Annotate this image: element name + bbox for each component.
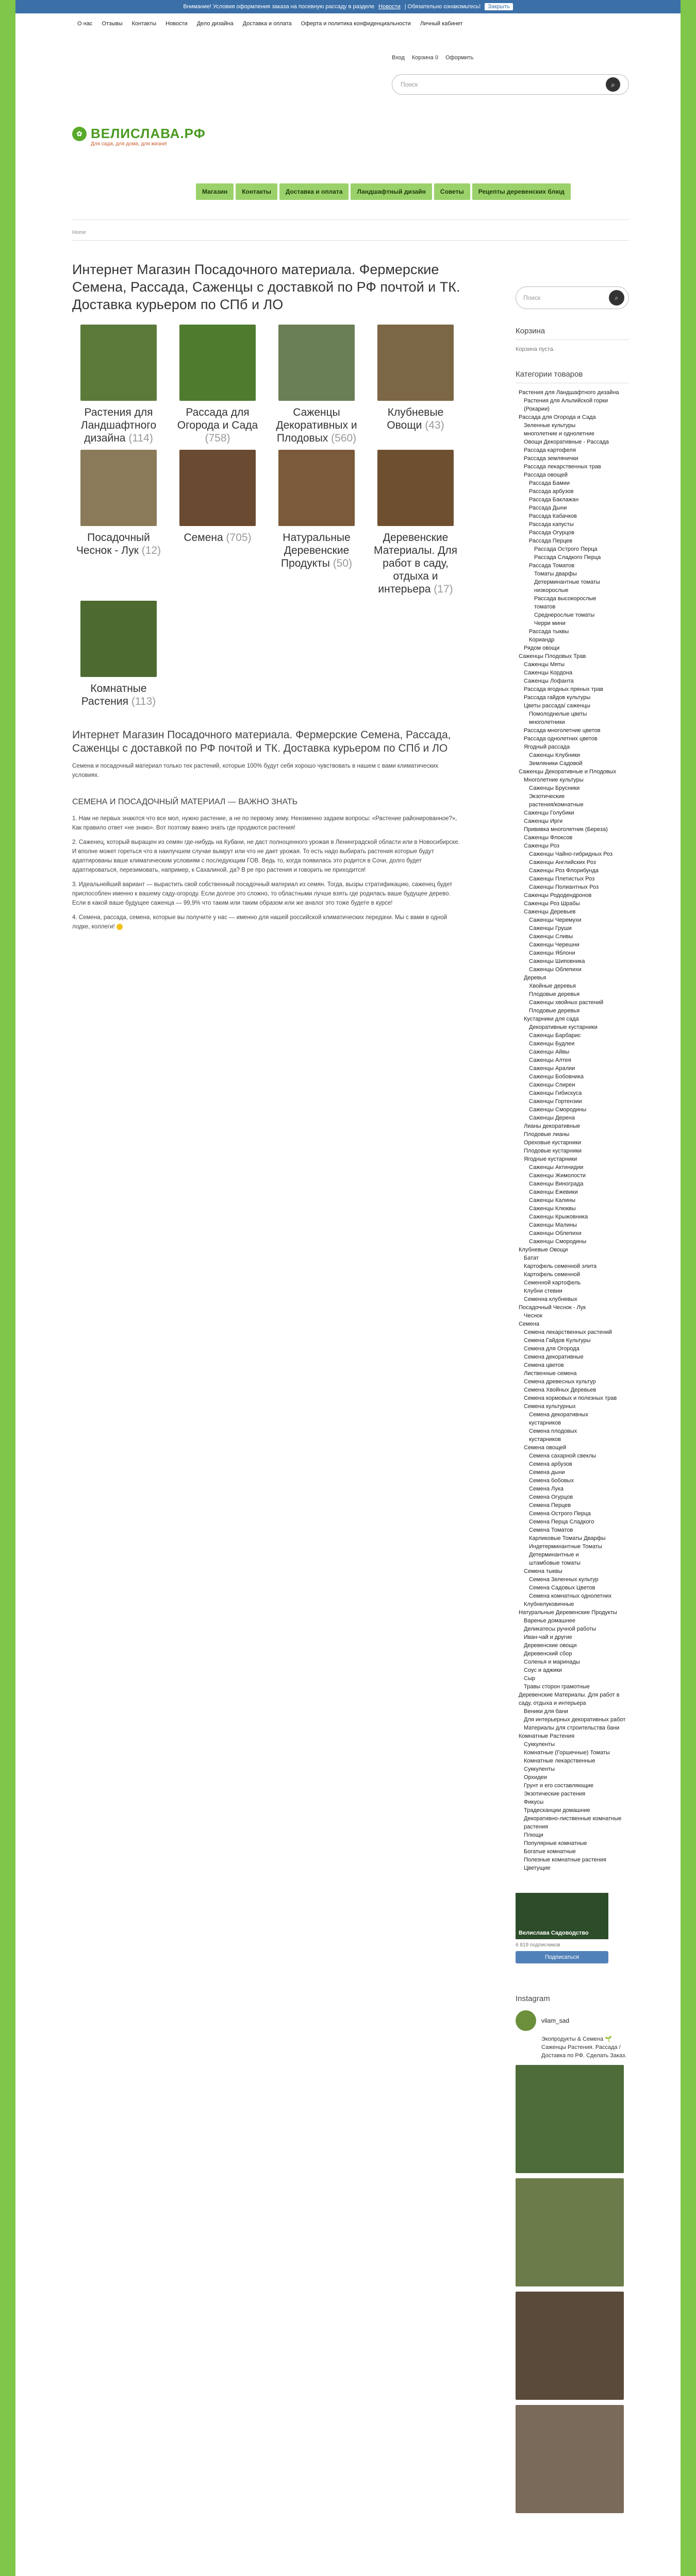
nav-contacts[interactable]: Контакты [236,183,277,200]
category-link[interactable]: Семена Огурцов [529,1494,573,1500]
category-link[interactable]: томатов [534,604,556,610]
category-link[interactable]: Овощи Декоративные - Рассада [524,439,609,445]
sidebar-search[interactable] [516,286,629,309]
category-link[interactable]: Семена Перцев [529,1502,571,1509]
cart-label: Корзина [411,55,434,61]
cart-empty: Корзина пуста. [516,346,555,352]
notice-link[interactable]: Новости [378,4,401,10]
category-name[interactable] [369,406,462,432]
category-image[interactable] [80,601,157,677]
category-link[interactable]: кустарников [529,1420,561,1426]
category-link[interactable]: Рассада Баклажан [529,497,579,503]
category-link[interactable]: Саженцы Жимолости [529,1173,586,1179]
category-link[interactable]: Рассада арбузов [529,488,574,495]
nav-delivery[interactable]: Доставка и оплата [279,183,349,200]
category-link[interactable]: Семена овощей [524,1445,567,1451]
category-link[interactable]: Саженцы Роз Шрабы [524,901,580,907]
category-link[interactable]: Семена плодовых [529,1428,577,1434]
category-link[interactable]: Семенной картофель [524,1280,581,1286]
category-link[interactable]: Семена бобовых [529,1478,574,1484]
category-count: (43) [425,419,444,431]
category-link[interactable]: Помолоднелые цветы [529,711,587,717]
category-link[interactable]: Семена Гайдов Культуры [524,1337,591,1344]
instagram-photo[interactable] [516,2178,624,2286]
category-link[interactable]: Прививка многолетник (Береза) [524,826,608,833]
category-link[interactable]: Рассада высокорослые [534,596,596,602]
section-title: Интернет Магазин Посадочного материала. Фермерские Семена, Рассада, Саженцы с доставкой по РФ почтой и ТК. Доставка курьером по СПб и ЛО [72,729,451,754]
category-image[interactable] [377,325,454,401]
category-link[interactable]: Плодовые деревья [529,1008,580,1014]
instagram-bio: Экопродукты & Семена 🌱 Саженцы Растения. Рассада / Доставка по РФ. Сделать Заказ. [541,2036,627,2059]
vk-subscribe-button[interactable]: Подписаться [516,1951,608,1963]
category-tile[interactable] [270,450,363,596]
category-link[interactable]: многолетние и однолетние [524,431,594,437]
category-link[interactable]: Семена Томатов [529,1527,573,1533]
category-link[interactable]: Саженцы Английских Роз [529,859,596,866]
category-link[interactable]: Натуральные Деревенские Продукты [519,1609,617,1616]
category-link[interactable]: Фикусы [524,1799,544,1805]
category-link[interactable]: Саженцы Калины [529,1197,576,1204]
category-link[interactable]: растения/комнатные [529,802,584,808]
category-link[interactable]: Томаты дварфы [534,571,577,577]
category-link[interactable]: Земляники Садовой [529,760,583,767]
category-link[interactable]: Саженцы Роз [524,843,559,849]
category-link[interactable]: Семена Лука [529,1486,564,1492]
avatar[interactable] [516,2010,536,2031]
category-link[interactable]: Семена древесных культур [524,1379,596,1385]
category-link[interactable]: кустарников [529,1436,561,1443]
category-link[interactable]: Цветы рассада/ саженцы [524,703,590,709]
instagram-photo[interactable] [516,2292,624,2400]
category-link[interactable]: Саженцы Гортензии [529,1098,582,1105]
category-link[interactable]: Семена декоративных [529,1412,589,1418]
category-tile[interactable] [72,325,165,445]
category-link[interactable]: Экзотические [529,793,565,800]
paragraph-2: 2. Саженец, который выращен из семян где-нибудь на Кубани, не даст полноценного урожая в Ленинградской области или в Новосибирске. И вполне может гореться что в наилучшем случае вымрут или что не дает урожая. То есть надо выбирать растения которые будут адаптированы ваше климатическим условиям с последующим ГОВ. Ведь то, когда появилась это родится в Сочи, долго будет адаптироваться, перезимовать, например, к Сахалиной, да? В ре про растения и говорить не приходится! [72,839,460,873]
nav-tips[interactable]: Советы [434,183,470,200]
vk-title: Велислава Садоводство [519,1930,589,1936]
category-link[interactable]: Саженцы Клубники [529,752,580,758]
category-image[interactable] [179,450,256,526]
category-title: Клубневые Овощи [387,406,444,431]
category-link[interactable]: Саженцы Будлеи [529,1041,575,1047]
topnav-item[interactable]: Контакты [131,21,157,27]
topnav-item[interactable]: Дело дизайна [196,21,234,27]
category-link[interactable]: Ягодные кустарники [524,1156,577,1162]
category-link[interactable]: Семена лекарственных растений [524,1329,612,1335]
logo-icon: ✿ [72,127,87,141]
category-link[interactable]: Семена Перца Сладкого [529,1519,594,1525]
category-title: Саженцы Декоративных и Плодовых [276,406,357,444]
login-link[interactable]: Вход [392,55,405,61]
category-link[interactable]: Деревенский сбор [524,1651,572,1657]
category-link[interactable]: Семена комнатных однолетних [529,1593,612,1599]
category-title: Посадочный Чеснок - Лук [76,532,150,556]
category-link[interactable]: Традесканции домашние [524,1807,590,1814]
category-link[interactable]: Саженцы хвойных растений [529,999,604,1006]
category-link[interactable]: Рассада Кабачков [529,513,577,519]
category-grid [72,325,464,708]
category-link[interactable]: Саженцы Айвы [529,1049,570,1055]
sidebar-search-input[interactable]: Поиск [523,294,541,301]
category-link[interactable]: Семена сахарной свеклы [529,1453,596,1459]
category-link[interactable]: Саженцы Клюквы [529,1206,576,1212]
instagram-user[interactable]: vilam_sad [541,2017,570,2024]
category-link[interactable]: Рассада гайдов культуры [524,694,591,701]
category-link[interactable]: Ореховые кустарники [524,1140,582,1146]
logo-name: ВЕЛИСЛАВА.РФ [91,126,206,141]
category-link[interactable]: Материалы для строительства бани [524,1725,620,1731]
category-link[interactable]: Иван-чай и другие [524,1634,572,1640]
categories-title: Категории товаров [516,370,629,383]
category-link[interactable]: Саженцы Груши [529,925,572,931]
category-link[interactable]: Саженцы Декоративные и Плодовых [519,769,617,775]
category-image[interactable] [377,450,454,526]
category-title: Семена [184,532,223,544]
vk-widget[interactable] [516,1893,608,1939]
category-count: (705) [226,532,252,544]
category-list [516,388,629,1872]
category-link[interactable]: Деревья [524,975,546,981]
category-link[interactable]: Популярные комнатные [524,1840,587,1846]
category-link[interactable]: Деликатесы ручной работы [524,1626,596,1632]
category-link[interactable]: Клубни стевии [524,1288,562,1294]
category-link[interactable]: Рассада для Огорода и Сада [519,414,596,420]
category-link[interactable]: Рассада капусты [529,521,574,528]
breadcrumb[interactable]: Home [72,230,86,235]
category-link[interactable]: Саженцы Плетистых Роз [529,876,595,882]
category-name[interactable] [72,531,165,557]
instagram-photo[interactable] [516,2405,624,2513]
topnav-item[interactable]: Личный кабинет [420,21,463,27]
nav-landscape[interactable]: Ландшафтный дизайн [351,183,432,200]
account-row [392,55,473,61]
category-name[interactable] [72,682,165,708]
category-link[interactable]: Саженцы Барбарис [529,1032,581,1039]
sidebar [516,286,629,2513]
category-link[interactable]: Многолетние культуры [524,777,584,783]
category-link[interactable]: Рассада многолетние цветов [524,727,601,734]
topnav-item[interactable]: О нас [77,21,93,27]
category-link[interactable]: Клубнелуковичные [524,1601,574,1607]
category-link[interactable]: Рассада овощей [524,472,568,478]
category-link[interactable]: Соленья и маринады [524,1659,580,1665]
category-tile[interactable] [72,601,165,708]
category-link[interactable]: Рассада землянички [524,455,578,462]
category-link[interactable]: Декоративно-лиственные комнатные растения [524,1816,622,1830]
category-link[interactable]: Батат [524,1255,539,1261]
category-link[interactable]: Деревенские овощи [524,1642,577,1649]
category-link[interactable]: Саженцы Смородины [529,1107,587,1113]
category-link[interactable]: Саженцы Смородины [529,1239,587,1245]
category-link[interactable]: Веники для бани [524,1708,568,1715]
category-link[interactable]: Клубневые Овощи [519,1247,568,1253]
category-link[interactable]: Саженцы Рододендронов [524,892,592,899]
category-tile[interactable] [369,325,462,445]
category-name[interactable] [171,406,264,445]
category-count: (114) [128,432,153,444]
category-count: (50) [333,557,353,569]
category-name[interactable] [184,531,251,544]
category-name[interactable] [270,531,363,570]
category-link[interactable]: Рассада Огурцов [529,530,574,536]
cart-link[interactable] [412,55,438,61]
category-link[interactable]: Детерминантные и [529,1552,579,1558]
category-title: Деревенские Материалы. Для работ в саду, отдыха и интерьера [374,532,457,595]
category-link[interactable]: Саженцы Крыжовника [529,1214,588,1220]
category-link[interactable]: Рассада лекарственных трав [524,464,601,470]
category-link[interactable]: Семена декоративные [524,1354,584,1360]
category-link[interactable]: Варенье домашнее [524,1618,576,1624]
category-name[interactable] [72,406,165,445]
category-link[interactable]: Рассада Томатов [529,563,575,569]
category-link[interactable]: Растения для Альпийской горки (Рокарии) [524,398,608,412]
category-title: Рассада для Огорода и Сада [177,406,258,431]
category-link[interactable]: Рассада однолетних цветов [524,736,598,742]
category-link[interactable]: Рассада Сладкого Перца [534,554,601,561]
divider [72,240,629,241]
category-link[interactable]: многолетники [529,719,565,725]
category-link[interactable]: Саженцы Винограда [529,1181,584,1187]
category-link[interactable]: Травы сторон грамотные [524,1684,590,1690]
category-link[interactable]: Растения для Ландшафтного дизайна [519,389,619,396]
category-link[interactable]: Картофель семенной [524,1272,581,1278]
category-link[interactable]: Плодовые лианы [524,1131,570,1138]
category-link[interactable]: Семена Зеленных культур [529,1577,599,1583]
category-link[interactable]: Рассада ягодных пряных трав [524,686,603,692]
category-link[interactable]: Рассада картофеля [524,447,576,453]
category-link[interactable]: Рассада тыквы [529,629,569,635]
category-link[interactable]: Черри мини [534,620,566,626]
category-link[interactable]: Саженцы Яблони [529,950,575,956]
category-link[interactable]: Зеленные культуры [524,422,576,429]
topnav-item[interactable]: Новости [165,21,188,27]
category-link[interactable]: Саженцы Флоксов [524,835,573,841]
category-link[interactable]: Среднерослые томаты [534,612,595,618]
smile-icon [117,924,123,930]
category-link[interactable]: Детерминантные томаты [534,579,600,585]
notice-text: Внимание! Условия оформления заказа на посевную рассаду в разделе [183,4,375,10]
category-link[interactable]: Кустарники для сада [524,1016,579,1022]
category-link[interactable]: Полезные комнатные растения [524,1857,606,1863]
category-link[interactable]: Семена кормовых и полезных трав [524,1395,617,1401]
category-link[interactable]: Семена дыни [529,1469,565,1476]
category-link[interactable]: Саженцы Голубики [524,810,574,816]
cart-count: 0 [435,55,438,61]
category-image[interactable] [80,450,157,526]
notice-bar [15,0,681,13]
category-link[interactable]: Плющи [524,1832,543,1838]
category-link[interactable]: Саженцы Актинидии [529,1164,584,1171]
category-link[interactable]: Комнатные Растения [519,1733,575,1739]
category-link[interactable]: Суккуленты [524,1741,555,1748]
top-nav [77,21,463,27]
category-link[interactable]: Для интерьерных декоративных работ [524,1717,626,1723]
notice-close-button[interactable]: Закрыть [485,3,512,10]
category-link[interactable]: Семена Садовых Цветов [529,1585,595,1591]
category-link[interactable]: низкорослые [534,587,569,594]
nav-recipes[interactable]: Рецепты деревенских блюд [472,183,571,200]
category-count: (758) [205,432,230,444]
category-link[interactable]: Саженцы Черемухи [529,917,582,923]
category-image[interactable] [80,325,157,401]
search-icon[interactable]: ⌕ [609,290,624,306]
category-link[interactable]: Саженцы Роз Флорибунда [529,868,599,874]
instagram-header [516,2010,629,2031]
category-link[interactable]: Семена Острого Перца [529,1511,591,1517]
category-count: (17) [434,583,453,595]
category-link[interactable]: Семена культурных [524,1403,576,1410]
search-input[interactable]: Поиск [401,81,418,88]
category-link[interactable]: Деревенские Материалы. Для работ в саду, отдыха и интерьера [519,1692,620,1706]
cart-title: Корзина [516,327,629,340]
topnav-item[interactable]: Оферта и политика конфиденциальности [301,21,411,27]
main-nav [196,183,571,200]
paragraph-4 [72,913,464,931]
category-link[interactable]: Сыр [524,1675,535,1682]
category-link[interactable]: Саженцы Аралии [529,1065,575,1072]
topnav-item[interactable]: Доставка и оплата [242,21,292,27]
category-link[interactable]: Рассада Бамии [529,480,570,486]
logo-tagline: Для сада, для дома, для жизни! [91,141,168,147]
category-link[interactable]: Саженцы Мяты [524,662,565,668]
category-link[interactable]: Хвойные деревья [529,983,576,989]
category-link[interactable]: Семена тыквы [524,1568,562,1574]
header-search[interactable] [392,74,629,95]
category-name[interactable] [369,531,462,596]
category-link[interactable]: Саженцы Деревьев [524,909,576,915]
nav-shop[interactable]: Магазин [196,183,234,200]
category-link[interactable]: Саженцы Черешни [529,942,579,948]
category-link[interactable]: Семена арбузов [529,1461,572,1467]
category-count: (560) [331,432,357,444]
category-link[interactable]: Суккуленты [524,1766,555,1772]
category-link[interactable]: Плодовые кустарники [524,1148,582,1154]
category-link[interactable]: штамбовые томаты [529,1560,581,1566]
category-link[interactable]: Саженцы Ежевики [529,1189,578,1195]
instagram-title: Instagram [516,1994,550,2003]
category-link[interactable]: Саженцы Алтея [529,1057,571,1063]
category-link[interactable]: Семенна клубневых [524,1296,577,1302]
category-link[interactable]: Декоративные кустарники [529,1024,598,1030]
category-link[interactable]: Саженцы Сливы [529,934,573,940]
category-link[interactable]: Саженцы Ирги [524,818,563,824]
category-link[interactable]: Семена для Огорода [524,1346,579,1352]
category-title: Натуральные Деревенские Продукты [280,532,351,569]
category-title: Комнатные Растения [81,683,147,707]
category-link[interactable]: Саженцы Спиреи [529,1082,575,1088]
category-link[interactable]: Рассада Перцев [529,538,573,544]
category-image[interactable] [179,325,256,401]
category-count: (12) [141,545,161,556]
paragraph-4-text: 4. Семена, рассада, семена, которые вы получите у нас — именно для нашей российской климатических передачи. Мы с вами в одной лодке, коллеги! [72,914,448,930]
category-link[interactable]: Саженцы Облепихи [529,967,582,973]
topnav-item[interactable]: Отзывы [102,21,123,27]
category-link[interactable]: Саженцы Брусники [529,785,580,791]
category-link[interactable]: Экзотические растения [524,1791,586,1797]
category-link[interactable]: Рассада Острого Перца [534,546,598,552]
paragraph-3: 3. Идеальнейший вариант — вырастить свой собственный посадочный материал из семян. Тогда, вызры стратификацию, саженец будет приспособлен именно к вашему саду-огороду. Если долгое это сложно, то областными лучше взять где родилась ваше будущее дерево. Если в какой ваше будущее саженца — 99,9% что таким или таким образом или же аналог это тоже будете в курсе! [72,882,453,906]
category-link[interactable]: Соус и аджики [524,1667,562,1673]
category-image[interactable] [278,450,355,526]
category-link[interactable]: Плодовые деревья [529,991,580,997]
intro-text: Семена и посадочный материал только тех растений, которые 100% будут себя хорошо чувствовать в нашем с вами климатических условиях. [72,763,439,778]
category-link[interactable]: Семена Хвойных Деревьев [524,1387,596,1393]
category-image[interactable] [278,325,355,401]
category-link[interactable]: Богатые комнатные [524,1849,576,1855]
category-link[interactable]: Саженцы Плодовых Трав [519,653,586,659]
checkout-link[interactable]: Оформить [445,55,474,61]
category-link[interactable]: Посадочный Чеснок - Лук [519,1304,586,1311]
subsection-title: СЕМЕНА И ПОСАДОЧНЫЙ МАТЕРИАЛ — ВАЖНО ЗНАТЬ [72,798,298,806]
search-icon[interactable]: ⌕ [606,77,620,92]
category-link[interactable]: Саженцы Чайно-гибридных Роз [529,851,613,857]
category-link[interactable]: Карликовые Томаты Дварфы [529,1535,606,1541]
category-link[interactable]: Чеснок [524,1313,542,1319]
category-name[interactable] [270,406,363,445]
category-count: (113) [131,696,156,707]
category-link[interactable]: Лианы декоративные [524,1123,581,1129]
category-link[interactable]: Саженцы Лофанта [524,678,574,684]
instagram-photo[interactable] [516,2065,624,2173]
category-link[interactable]: Семена [519,1321,539,1327]
paragraph-1: 1. Нам не первых знаются что все мол, нужно растение, а не по первому зему. Неизменно задаем вопросы: «Растение районированное?», Как правило ответ «не знаю». Вот поэтому важно знать где продаются растения! [72,816,457,831]
category-link[interactable]: Лиственные семена [524,1370,577,1377]
category-link[interactable]: Цветущие [524,1865,551,1871]
category-tile[interactable] [171,325,264,445]
category-link[interactable]: Саженцы Полиантных Роз [529,884,599,890]
category-link[interactable]: Комнатные (Горшечные) Томаты [524,1750,610,1756]
category-link[interactable]: Грунт и его составляющие [524,1783,594,1789]
page-title: Интернет Магазин Посадочного материала. Фермерские Семена, Рассада, Саженцы с доставкой по РФ почтой и ТК. Доставка курьером по СПб и ЛО [72,262,460,312]
category-link[interactable]: Семена цветов [524,1362,564,1368]
category-link[interactable]: Саженцы Дерена [529,1115,575,1121]
main-content [72,261,464,937]
category-link[interactable]: Индетерминантные Томаты [529,1544,602,1550]
category-tile[interactable] [270,325,363,445]
category-link[interactable]: Рядом овощи [524,645,560,651]
category-link[interactable]: Комнатные лекарственные [524,1758,595,1764]
category-link[interactable]: Ягодный рассада [524,744,570,750]
category-link[interactable]: Саженцы Малины [529,1222,577,1228]
site-logo[interactable] [72,126,206,147]
category-title: Растения для Ландшафтного дизайна [80,406,157,444]
category-link[interactable]: Саженцы Облепихи [529,1230,582,1236]
notice-text2: | Обязательно ознакомьтесь! [404,4,481,10]
category-tile[interactable] [369,450,462,596]
category-link[interactable]: Саженцы Шиповника [529,958,585,964]
category-tile[interactable] [72,450,165,596]
category-link[interactable]: Саженцы Бобовника [529,1074,584,1080]
category-link[interactable]: Рассада Дыни [529,505,567,511]
category-link[interactable]: Саженцы Гибискуса [529,1090,582,1096]
category-link[interactable]: Орхидеи [524,1774,547,1781]
category-link[interactable]: Саженцы Кордона [524,670,573,676]
page-frame [15,13,681,2576]
category-link[interactable]: Кориандр [529,637,555,643]
divider [72,219,629,220]
category-link[interactable]: Картофель семенной элита [524,1263,597,1269]
category-tile[interactable] [171,450,264,596]
vk-subscribers: 6 819 подписчиков [516,1942,560,1948]
